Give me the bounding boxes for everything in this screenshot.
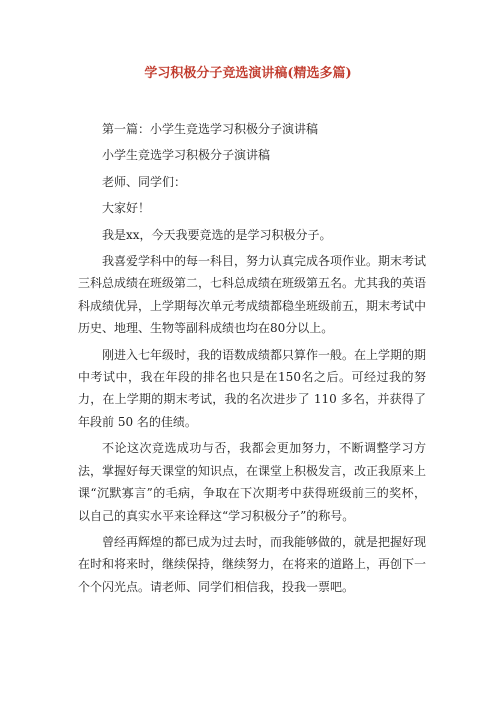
- intro-paragraph: 我是xx，今天我要竞选的是学习积极分子。: [102, 227, 332, 242]
- closing-paragraph: 曾经再辉煌的都已成为过去时，而我能够做的，就是把握好现在时和将来时，继续保持，继续努力，在将来的道路上，再创下一个个闪光点。请老师、同学们相信我，投我一票吧。: [78, 534, 427, 594]
- greeting: 大家好！: [102, 201, 151, 216]
- document-body: [78, 118, 426, 602]
- salutation: 老师、同学们：: [102, 174, 187, 189]
- body-paragraph: 不论这次竞选成功与否，我都会更加努力，不断调整学习方法，掌握好每天课堂的知识点，在课堂上积极发言，改正我原来上课“沉默寡言”的毛病，争取在下次期考中获得班级前三的奖杯，以自己的真实水平来诠释这“学习积极分子”的称号。: [78, 441, 427, 523]
- body-paragraph: 我喜爱学科中的每一科目，努力认真完成各项作业。期末考试三科总成绩在班级第二，七科总成绩在班级第五名。尤其我的英语科成绩优异，上学期每次单元考成绩都稳坐班级前五，期末考试中历史、地理、生物等副科成绩也均在80分以上。: [78, 254, 427, 336]
- section-heading: 第一篇：小学生竞选学习积极分子演讲稿: [102, 122, 319, 136]
- speech-title: 小学生竞选学习积极分子演讲稿: [102, 148, 271, 163]
- document-title: 学习积极分子竞选演讲稿(精选多篇): [144, 66, 352, 81]
- body-paragraph: 刚进入七年级时，我的语数成绩都只算作一般。在上学期的期中考试中，我在年段的排名也只是在150名之后。可经过我的努力，在上学期的期末考试，我的名次进步了 110 多名，并获得了年段前 50 名的佳绩。: [78, 347, 427, 429]
